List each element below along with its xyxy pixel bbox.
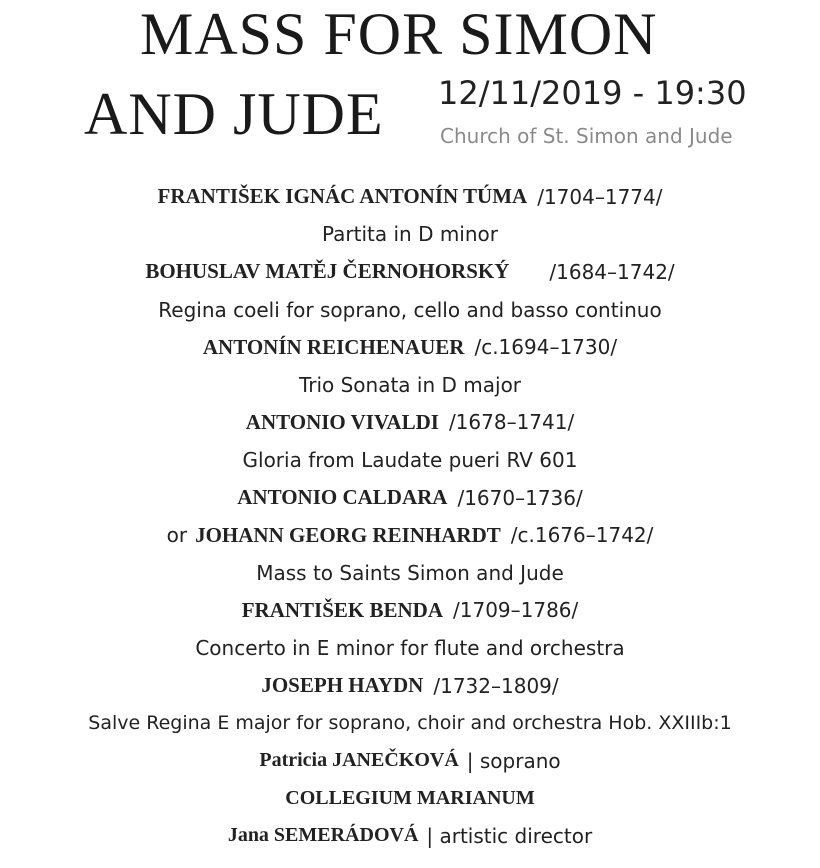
performer-role: | artistic director: [426, 823, 593, 848]
composer-years: /1684–1742/: [549, 259, 675, 284]
program-work-line: [0, 441, 820, 479]
performer-line: [0, 817, 820, 855]
event-title-line-1: MASS FOR SIMON: [140, 1, 658, 67]
composer-years: /1678–1741/: [448, 410, 575, 435]
composer-name: ANTONIO CALDARA: [237, 485, 448, 510]
program-work-line: [0, 554, 820, 592]
work-title: Salve Regina E major for soprano, choir and orchestra Hob. XXIIIb:1: [88, 712, 732, 735]
work-title: Regina coeli for soprano, cello and basso continuo: [158, 297, 662, 322]
program-composer-line: [0, 253, 820, 291]
composer-years: /1732–1809/: [433, 673, 559, 698]
composer-years: /1709–1786/: [453, 598, 579, 623]
performer-name: Jana SEMERÁDOVÁ: [227, 824, 419, 847]
program-composer-line: [0, 516, 820, 554]
work-title: Mass to Saints Simon and Jude: [256, 560, 564, 585]
composer-years: /1704–1774/: [537, 184, 663, 209]
performer-line: [0, 742, 820, 780]
composer-years: /c.1694–1730/: [474, 335, 618, 360]
work-title: Gloria from Laudate pueri RV 601: [242, 447, 578, 472]
program-work-line: [0, 629, 820, 667]
program-composer-line: [0, 667, 820, 705]
program-list: [0, 178, 820, 855]
composer-name: FRANTIŠEK IGNÁC ANTONÍN TÚMA: [157, 184, 528, 209]
program-work-line: [0, 291, 820, 329]
program-composer-line: [0, 404, 820, 442]
work-title: Partita in D minor: [321, 222, 498, 247]
work-title: Trio Sonata in D major: [298, 372, 522, 397]
ensemble-name: COLLEGIUM MARIANUM: [285, 786, 535, 809]
performer-name: Patricia JANEČKOVÁ: [259, 749, 459, 772]
composer-name: ANTONIO VIVALDI: [245, 409, 439, 434]
program-composer-line: [0, 592, 820, 630]
program-composer-line: [0, 328, 820, 366]
event-venue: Church of St. Simon and Jude: [440, 124, 733, 148]
program-work-line: [0, 704, 820, 742]
work-title: Concerto in E minor for flute and orchestra: [195, 635, 625, 660]
composer-name: BOHUSLAV MATĚJ ČERNOHORSKÝ: [145, 259, 510, 284]
performer-role: | soprano: [466, 748, 561, 773]
composer-name: JOHANN GEORG REINHARDT: [195, 522, 501, 547]
event-title-line-2: AND JUDE: [84, 81, 384, 147]
composer-name: JOSEPH HAYDN: [261, 673, 424, 698]
program-composer-line: [0, 178, 820, 216]
event-datetime: 12/11/2019 - 19:30: [438, 74, 747, 112]
composer-prefix: or: [166, 523, 188, 548]
composer-years: /1670–1736/: [457, 485, 583, 510]
program-work-line: [0, 366, 820, 404]
program-work-line: [0, 216, 820, 254]
composer-name: FRANTIŠEK BENDA: [241, 597, 443, 622]
performer-line: [0, 780, 820, 818]
composer-years: /c.1676–1742/: [510, 523, 654, 548]
composer-name: ANTONÍN REICHENAUER: [202, 334, 465, 359]
program-composer-line: [0, 479, 820, 517]
